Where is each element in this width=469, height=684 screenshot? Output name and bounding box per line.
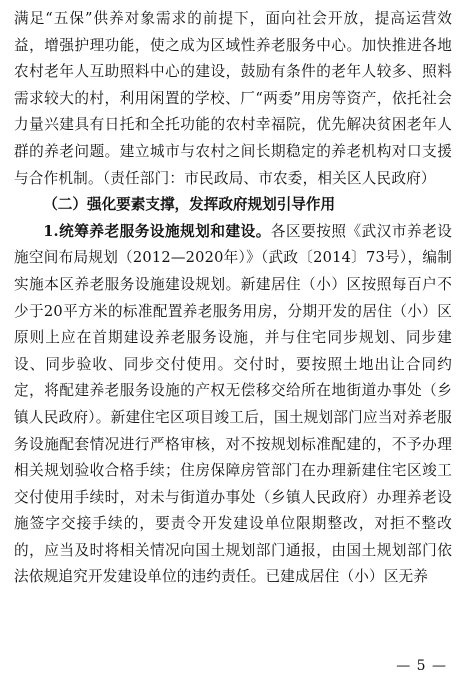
section-heading: （二）强化要素支撑，发挥政府规划引导作用 — [43, 196, 336, 214]
document-page — [14, 6, 452, 678]
body-paragraph: 满足“五保”供养对象需求的前提下，面向社会开放，提高运营效益，增强护理功能，使之成为区域性养老服务中心。加快推进各地农村老年人互助照料中心的建设，鼓励有条件的老年人较多、照料需求较大的村，利用闲置的学校、厂“两委”用房等资产，依托社会力量兴建具有日托和全托功能的农村幸福院，优先解决贫困老年人群的养老问题。建立城市与农村之间长期稳定的养老机构对口支援与合作机制。（责任部门：市民政局、市农委，相关区人民政府） — [14, 10, 452, 187]
item-body: 各区要按照《武汉市养老设施空间布局规划（2012—2020年）》（武政〔2014〕73号），编制实施本区养老服务设施建设规划。新建居住（小）区按照每百户不少于20平方米的标准配置养老服务用房，分期开发的居住（小）区原则上应在首期建设养老服务设施，并与住宅同步规划、同步建设、同步验收、同步交付使用。交付时，要按照土地出让合同约定，将配建养老服务设施的产权无偿移交给所在地街道办事处（乡镇人民政府）。新建住宅区项目竣工后，国土规划部门应当对养老服务设施配套情况进行严格审核，对不按规划标准配建的，不予办理相关规划验收合格手续；住房保障房管部门在办理新建住宅区竣工交付使用手续时，对未与街道办事处（乡镇人民政府）办理养老设施签字交接手续的，要责令开发建设单位限期整改，对拒不整改的，应当及时将相关情况向国土规划部门通报，由国土规划部门依法依规追究开发建设单位的违约责任。已建成居住（小）区无养 — [14, 222, 452, 586]
item-title: 1.统筹养老服务设施规划和建设。 — [43, 222, 271, 240]
page-number: — 5 — — [396, 658, 447, 674]
numbered-item-paragraph — [14, 219, 452, 591]
